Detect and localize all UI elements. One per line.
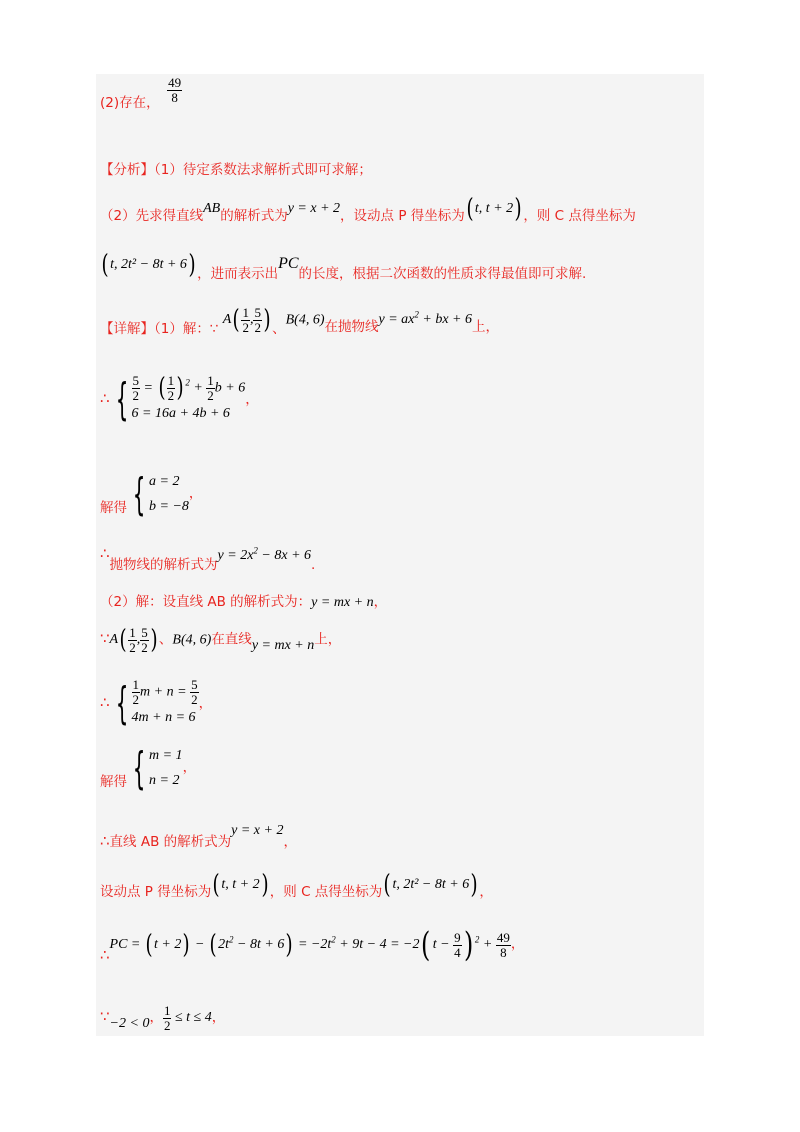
part2-text-b: 在直线 bbox=[211, 631, 252, 648]
analysis-line-2 bbox=[100, 194, 636, 225]
analysis-text-3a: ，进而表示出 bbox=[197, 266, 279, 283]
analysis-label: 【分析】 bbox=[100, 162, 154, 178]
result-text-2: 直线 AB 的解析式为 bbox=[109, 834, 232, 850]
separator: 、 bbox=[272, 321, 286, 338]
math-point-c2: ( t, 2t² − 8t + 6) bbox=[383, 870, 478, 900]
detail-text-1c: 上， bbox=[471, 319, 499, 336]
math-range: $\frac{1}{2}$ ≤ t ≤ 4 bbox=[163, 1003, 212, 1033]
points-pc bbox=[100, 870, 493, 901]
detail-text-1b: 在抛物线 bbox=[324, 319, 379, 336]
because-symbol: ∵ bbox=[100, 1007, 110, 1026]
analysis-text-1: （1）待定系数法求解析式即可求解； bbox=[154, 162, 372, 178]
math-eq-line-2: y = x + 2 bbox=[231, 823, 284, 838]
part2-text-a: （2）解：设直线 AB 的解析式为： bbox=[100, 594, 312, 610]
math-ymxn-2: y = mx + n bbox=[251, 638, 315, 654]
math-parabola-result: $y = 2x^2 - 8x + 6$ bbox=[217, 545, 312, 563]
parabola-result bbox=[100, 544, 316, 573]
math-point-a2: A( $\frac{1}{2}$ , $\frac{5}{2}$ ) bbox=[109, 625, 158, 656]
solve-label: 解得 bbox=[100, 773, 127, 790]
comma: ， bbox=[245, 391, 259, 408]
part2-setup bbox=[100, 596, 387, 610]
math-ab: AB bbox=[203, 201, 221, 217]
math-ymxn: y = mx + n bbox=[311, 595, 374, 610]
solve-2-rows: m = 1 n = 2 bbox=[149, 748, 183, 788]
therefore-symbol: ∴ bbox=[100, 946, 110, 965]
math-point-b2: B(4, 6) bbox=[172, 632, 212, 648]
analysis-text-2b: 的解析式为 bbox=[220, 208, 288, 225]
therefore-symbol: ∴ bbox=[100, 544, 110, 563]
comma: ， bbox=[510, 936, 525, 953]
points-text-a: 设动点 P 得坐标为 bbox=[100, 884, 212, 901]
therefore-symbol: ∴ bbox=[100, 389, 110, 408]
system-1-rows: $\frac{5}{2}$ = ( $\frac{1}{2}$ ) $^2$ + $\frac{1}{2}$ b + 6 6 = 16a + 4b + 6 bbox=[131, 373, 246, 422]
analysis-text-2d: ，则 C 点得坐标为 bbox=[523, 208, 636, 225]
range-line bbox=[100, 1004, 225, 1032]
math-point-p2: ( t, t + 2) bbox=[212, 870, 269, 900]
math-point-p: ( t, t + 2) bbox=[466, 194, 522, 224]
math-point-b: B(4, 6) bbox=[285, 312, 325, 328]
answer-part2 bbox=[100, 75, 182, 112]
system-2-rows: $\frac{1}{2}$ m + n = $\frac{5}{2}$ 4m + n = 6 bbox=[131, 677, 198, 726]
line-ab-result bbox=[100, 822, 297, 850]
solve-2: 解得 { m = 1 n = 2 ， bbox=[100, 742, 197, 794]
math-pc: PC bbox=[278, 255, 299, 273]
detail-text-1a: 【详解】（1）解：∵ bbox=[100, 321, 219, 338]
comma: ， bbox=[188, 485, 203, 502]
system-2: ∴ { $\frac{1}{2}$ m + n = $\frac{5}{2}$ 4m + n = 6 ， bbox=[100, 677, 213, 730]
analysis-text-3b: 的长度，根据二次函数的性质求得最值即可求解. bbox=[298, 266, 587, 283]
fraction-numerator: 49 bbox=[168, 75, 182, 90]
separator: 、 bbox=[158, 631, 173, 648]
system-1: ∴ { $\frac{5}{2}$ = ( $\frac{1}{2}$ ) $^2$ + $\frac{1}{2}$ b + 6 6 = 16a + 4b + 6 ， bbox=[100, 373, 259, 426]
comma: ， bbox=[182, 759, 197, 776]
analysis-text-2c: ，设动点 P 得坐标为 bbox=[340, 208, 465, 225]
analysis-line-3 bbox=[100, 250, 587, 283]
therefore-symbol: ∴ bbox=[100, 832, 110, 850]
comma: ， bbox=[198, 695, 213, 712]
comma: ， bbox=[373, 594, 388, 610]
pc-expression bbox=[100, 925, 525, 965]
solve-1-rows: a = 2 b = −8 bbox=[149, 474, 189, 514]
solve-label: 解得 bbox=[100, 499, 127, 516]
period: . bbox=[311, 556, 316, 573]
answer-label: (2)存在， bbox=[100, 95, 160, 112]
analysis-text-2a: （2）先求得直线 bbox=[100, 208, 204, 225]
math-negative: −2 < 0 bbox=[109, 1016, 150, 1032]
solve-1: 解得 { a = 2 b = −8 ， bbox=[100, 468, 203, 520]
part2-text-c: 上， bbox=[314, 631, 342, 648]
math-point-a: A( $\frac{1}{2}$ , $\frac{5}{2}$ ) bbox=[222, 305, 271, 336]
math-parabola: $y = ax^2$ + bx + 6 bbox=[378, 309, 472, 328]
comma: ， bbox=[283, 834, 297, 850]
comma: ， bbox=[479, 884, 493, 901]
comma: ， bbox=[211, 1009, 226, 1026]
part2-points bbox=[100, 626, 341, 654]
answer-fraction bbox=[167, 76, 182, 104]
because-symbol: ∵ bbox=[100, 629, 110, 648]
detail-line-1 bbox=[100, 305, 499, 338]
comma: ， bbox=[149, 1009, 163, 1026]
points-text-b: ，则 C 点得坐标为 bbox=[269, 884, 383, 901]
therefore-symbol: ∴ bbox=[100, 693, 110, 712]
result-text-1: 抛物线的解析式为 bbox=[109, 556, 218, 573]
math-pc-expr: PC = ( t + 2) − ( $2t^2 - 8t + 6) = -2t^2 + 9t - 4 = -2$( t − $\frac{9}{4}$ ) $^2$ + $\frac{49}{8}$ bbox=[109, 925, 510, 965]
analysis-heading bbox=[100, 164, 372, 178]
math-eq-line: y = x + 2 bbox=[287, 201, 341, 217]
fraction-denominator: 8 bbox=[171, 89, 178, 105]
math-point-c: ( t, 2t² − 8t + 6) bbox=[101, 250, 196, 280]
